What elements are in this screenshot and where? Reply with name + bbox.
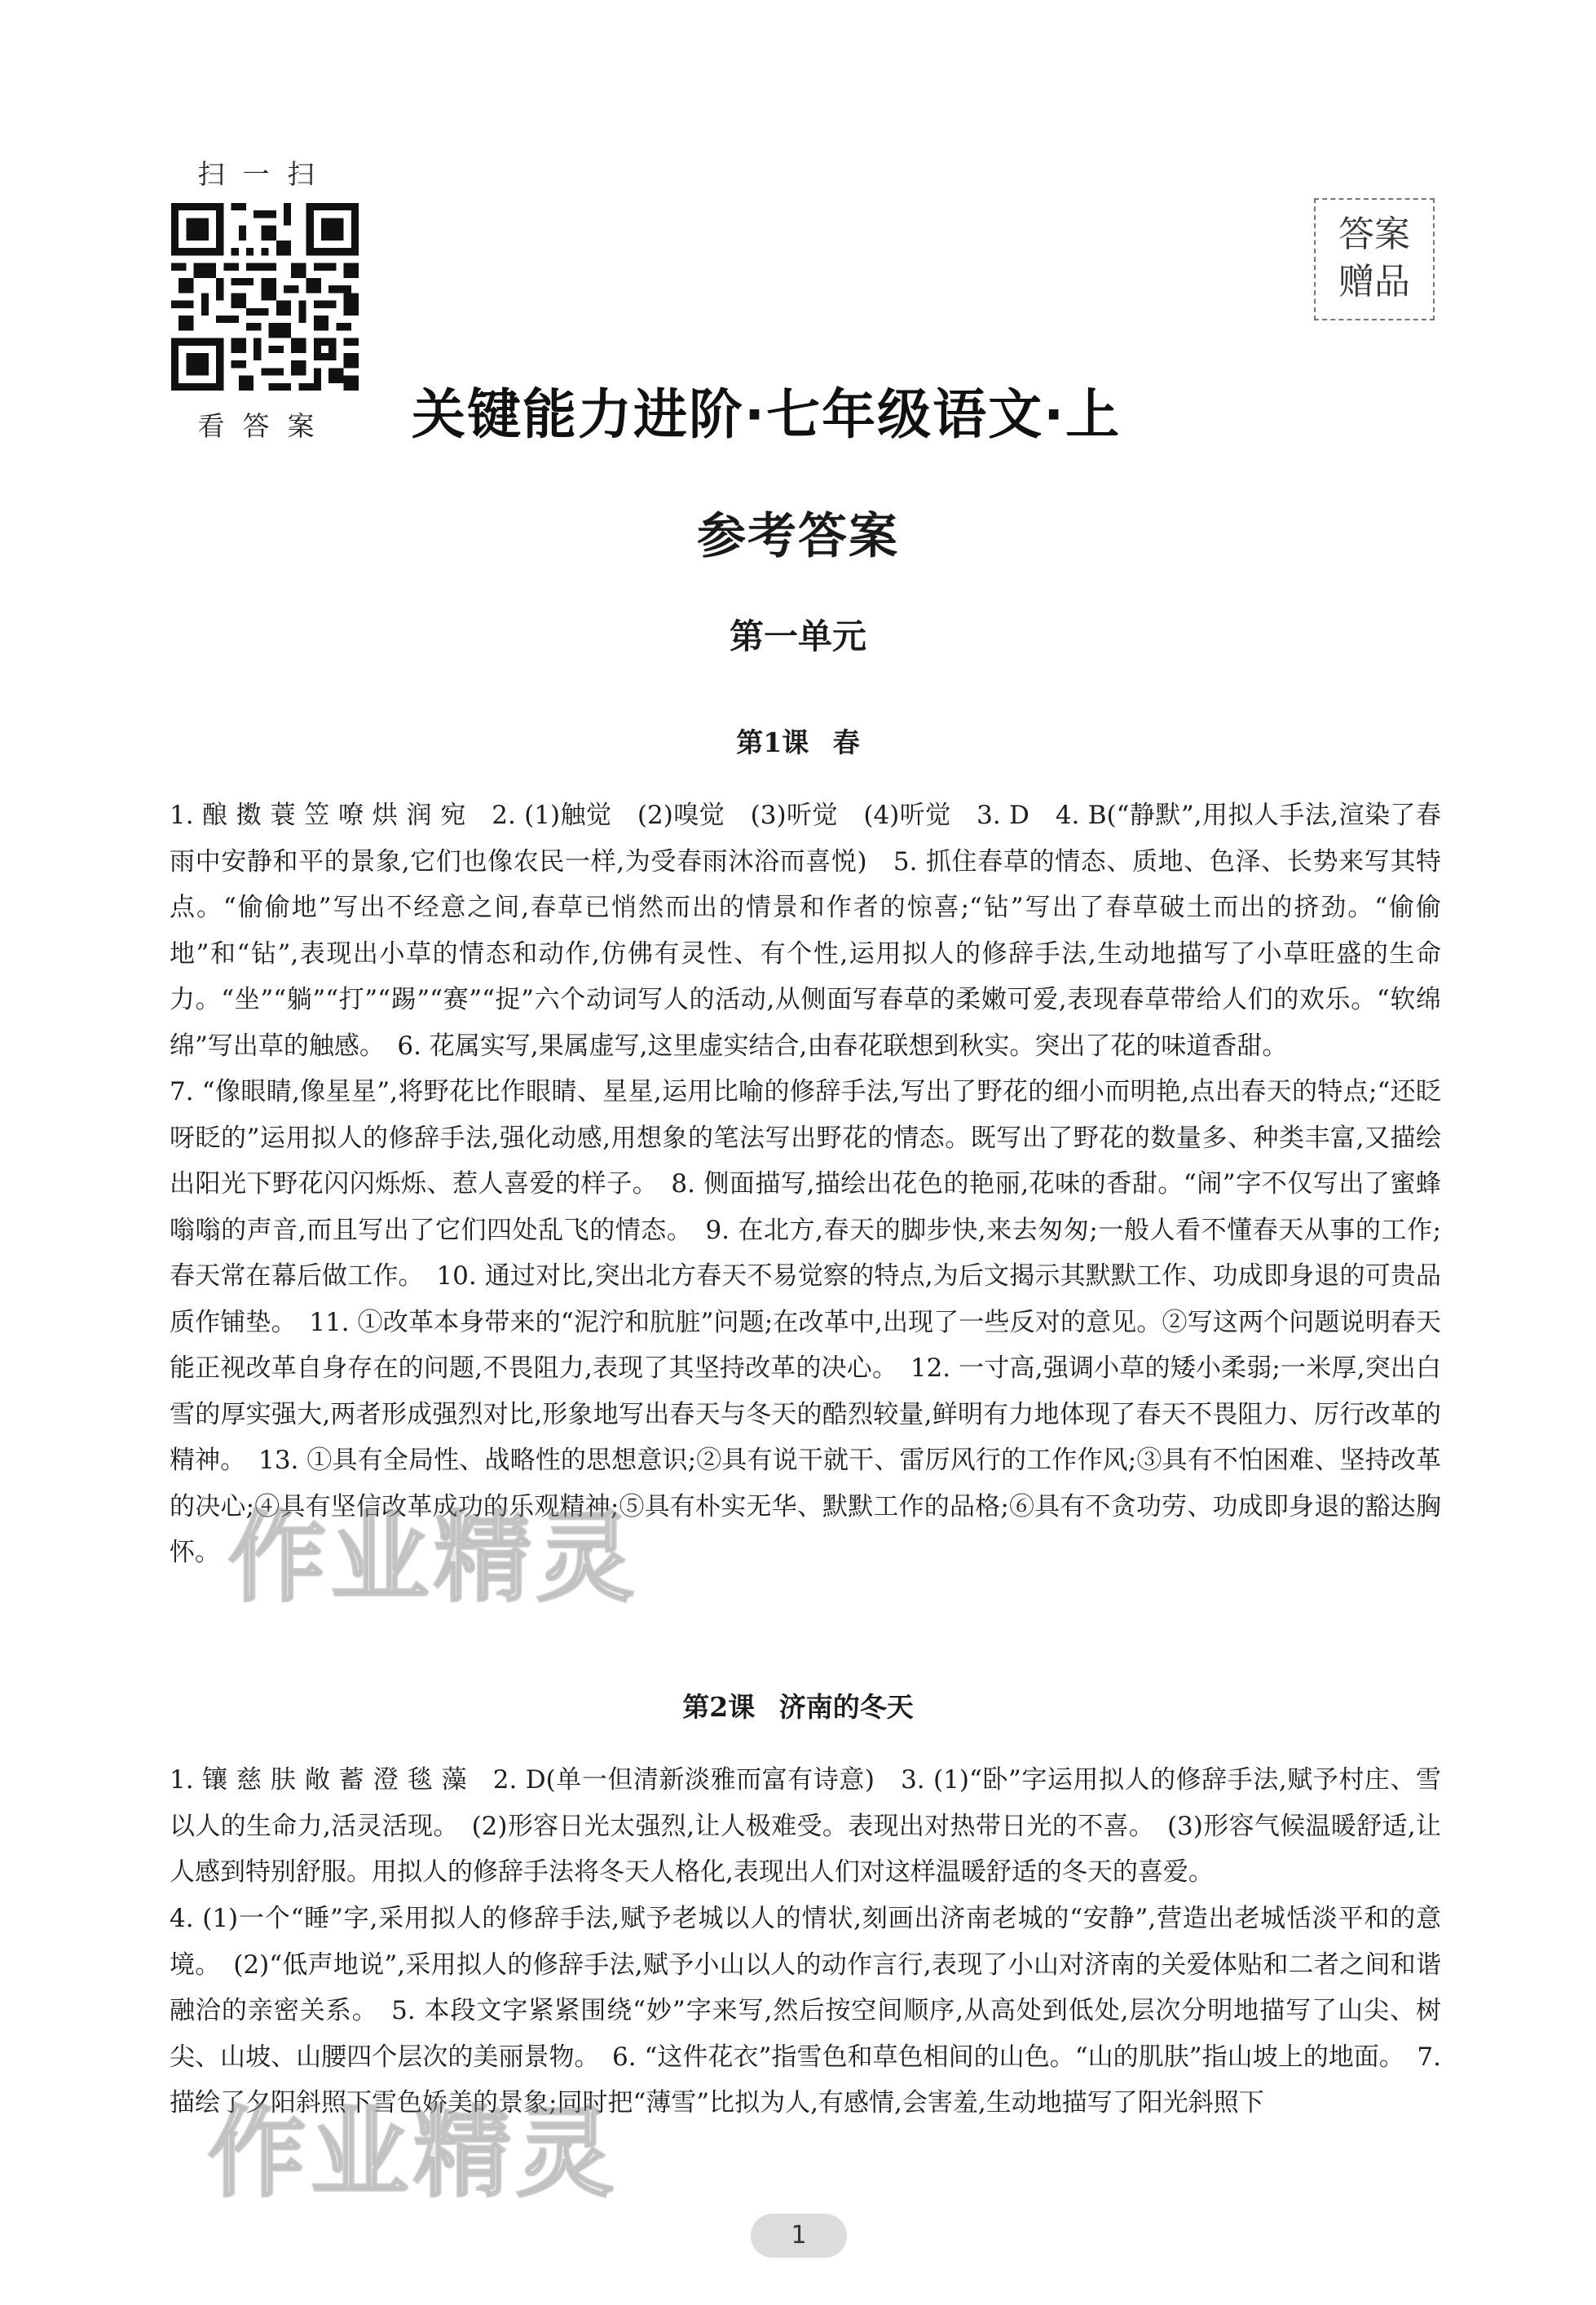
gift-badge-line1: 答案 (1338, 214, 1410, 255)
answer-heading: 参考答案 (697, 508, 899, 565)
watermark: 作业精灵 (228, 1502, 639, 1615)
qr-block (171, 153, 359, 444)
page-number: 1 (751, 2214, 847, 2258)
lesson-1-paragraph-2: 7. “像眼睛,像星星”,将野花比作眼睛、星星,运用比喻的修辞手法,写出了野花的细小而明艳,点出春天的特点;“还眨呀眨的”运用拟人的修辞手法,强化动感,用想象的笔法写出野花的情态。既写出了野花的数量多、种类丰富,又描绘出阳光下野花闪闪烁烁、惹人喜爱的样子。 8. 侧面描写,描绘出花色的艳丽,花味的香甜。“闹”字不仅写出了蜜蜂嗡嗡的声音,而且写出了它们四处乱飞的情态。 9. 在北方,春天的脚步快,来去匆匆;一般人看不懂春天从事的工作;春天常在幕后做工作。 10. 通过对比,突出北方春天不易觉察的特点,为后文揭示其默默工作、功成即身退的可贵品质作铺垫。 11. ①改革本身带来的“泥泞和肮脏”问题;在改革中,出现了一些反对的意见。②写这两个问题说明春天能正视改革自身存在的问题,不畏阻力,表现了其坚持改革的决心。 12. 一寸高,强调小草的矮小柔弱;一米厚,突出白雪的厚实强大,两者形成强烈对比,形象地写出春天与冬天的酷烈较量,鲜明有力地体现了春天不畏阻力、厉行改革的精神。 13. ①具有全局性、战略性的思想意识;②具有说干就干、雷厉风行的工作作风;③具有不怕困难、坚持改革的决心;④具有坚信改革成功的乐观精神;⑤具有朴实无华、默默工作的品格;⑥具有不贪功劳、功成即身退的豁达胸怀。 (170, 1077, 1441, 1567)
qr-bottom-caption: 看答案 (197, 410, 333, 442)
lesson-2-paragraph-1: 1. 镶 慈 肤 敞 蓄 澄 毯 藻 2. D(单一但清新淡雅而富有诗意) 3. (1)“卧”字运用拟人的修辞手法,赋予村庄、雪以人的生命力,活灵活现。 (2)形容日光太强烈,让人极难受。表现出对热带日光的不喜。 (3)形容气候温暖舒适,让人感到特别舒服。用拟人的修辞手法将冬天人格化,表现出人们对这样温暖舒适的冬天的喜爱。 (170, 1765, 1441, 1887)
qr-top-caption: 扫一扫 (197, 158, 333, 190)
book-title: 关键能力进阶·七年级语文·上 (412, 383, 1122, 446)
gift-badge-line2: 赠品 (1338, 261, 1410, 302)
answer-gift-badge (1314, 198, 1435, 320)
unit-heading: 第一单元 (729, 616, 866, 656)
lesson-1-title: 第1课 春 (736, 726, 860, 758)
lesson-2-title: 第2课 济南的冬天 (682, 1691, 914, 1723)
lesson-1-paragraph-1: 1. 酿 擞 蓑 笠 嘹 烘 润 宛 2. (1)触觉 (2)嗅觉 (3)听觉 (4)听觉 3. D 4. B(“静默”,用拟人手法,渲染了春雨中安静和平的景象,它们也像农民一样,为受春雨沐浴而喜悦) 5. 抓住春草的情态、质地、色泽、长势来写其特点。“偷偷地”写出不经意之间,春草已悄然而出的情景和作者的惊喜;“钻”写出了春草破土而出的挤劲。“偷偷地”和“钻”,表现出小草的情态和动作,仿佛有灵性、有个性,运用拟人的修辞手法,生动地描写了小草旺盛的生命力。“坐”“躺”“打”“踢”“赛”“捉”六个动词写人的活动,从侧面写春草的柔嫩可爱,表现春草带给人们的欢乐。“软绵绵”写出草的触感。 6. 花属实写,果属虚写,这里虚实结合,由春花联想到秋实。突出了花的味道香甜。 (170, 801, 1441, 1061)
watermark: 作业精灵 (208, 2097, 619, 2210)
lesson-2-paragraph-2: 4. (1)一个“睡”字,采用拟人的修辞手法,赋予老城以人的情状,刻画出济南老城的“安静”,营造出老城恬淡平和的意境。 (2)“低声地说”,采用拟人的修辞手法,赋予小山以人的动作言行,表现了小山对济南的关爱体贴和二者之间和谐融洽的亲密关系。 5. 本段文字紧紧围绕“妙”字来写,然后按空间顺序,从高处到低处,层次分明地描写了山尖、树尖、山坡、山腰四个层次的美丽景物。 6. “这件花衣”指雪色和草色相间的山色。“山的肌肤”指山坡上的地面。 7. 描绘了夕阳斜照下雪色娇美的景象;同时把“薄雪”比拟为人,有感情,会害羞,生动地描写了阳光斜照下 (170, 1904, 1441, 2117)
qr-code-icon[interactable] (171, 203, 359, 391)
